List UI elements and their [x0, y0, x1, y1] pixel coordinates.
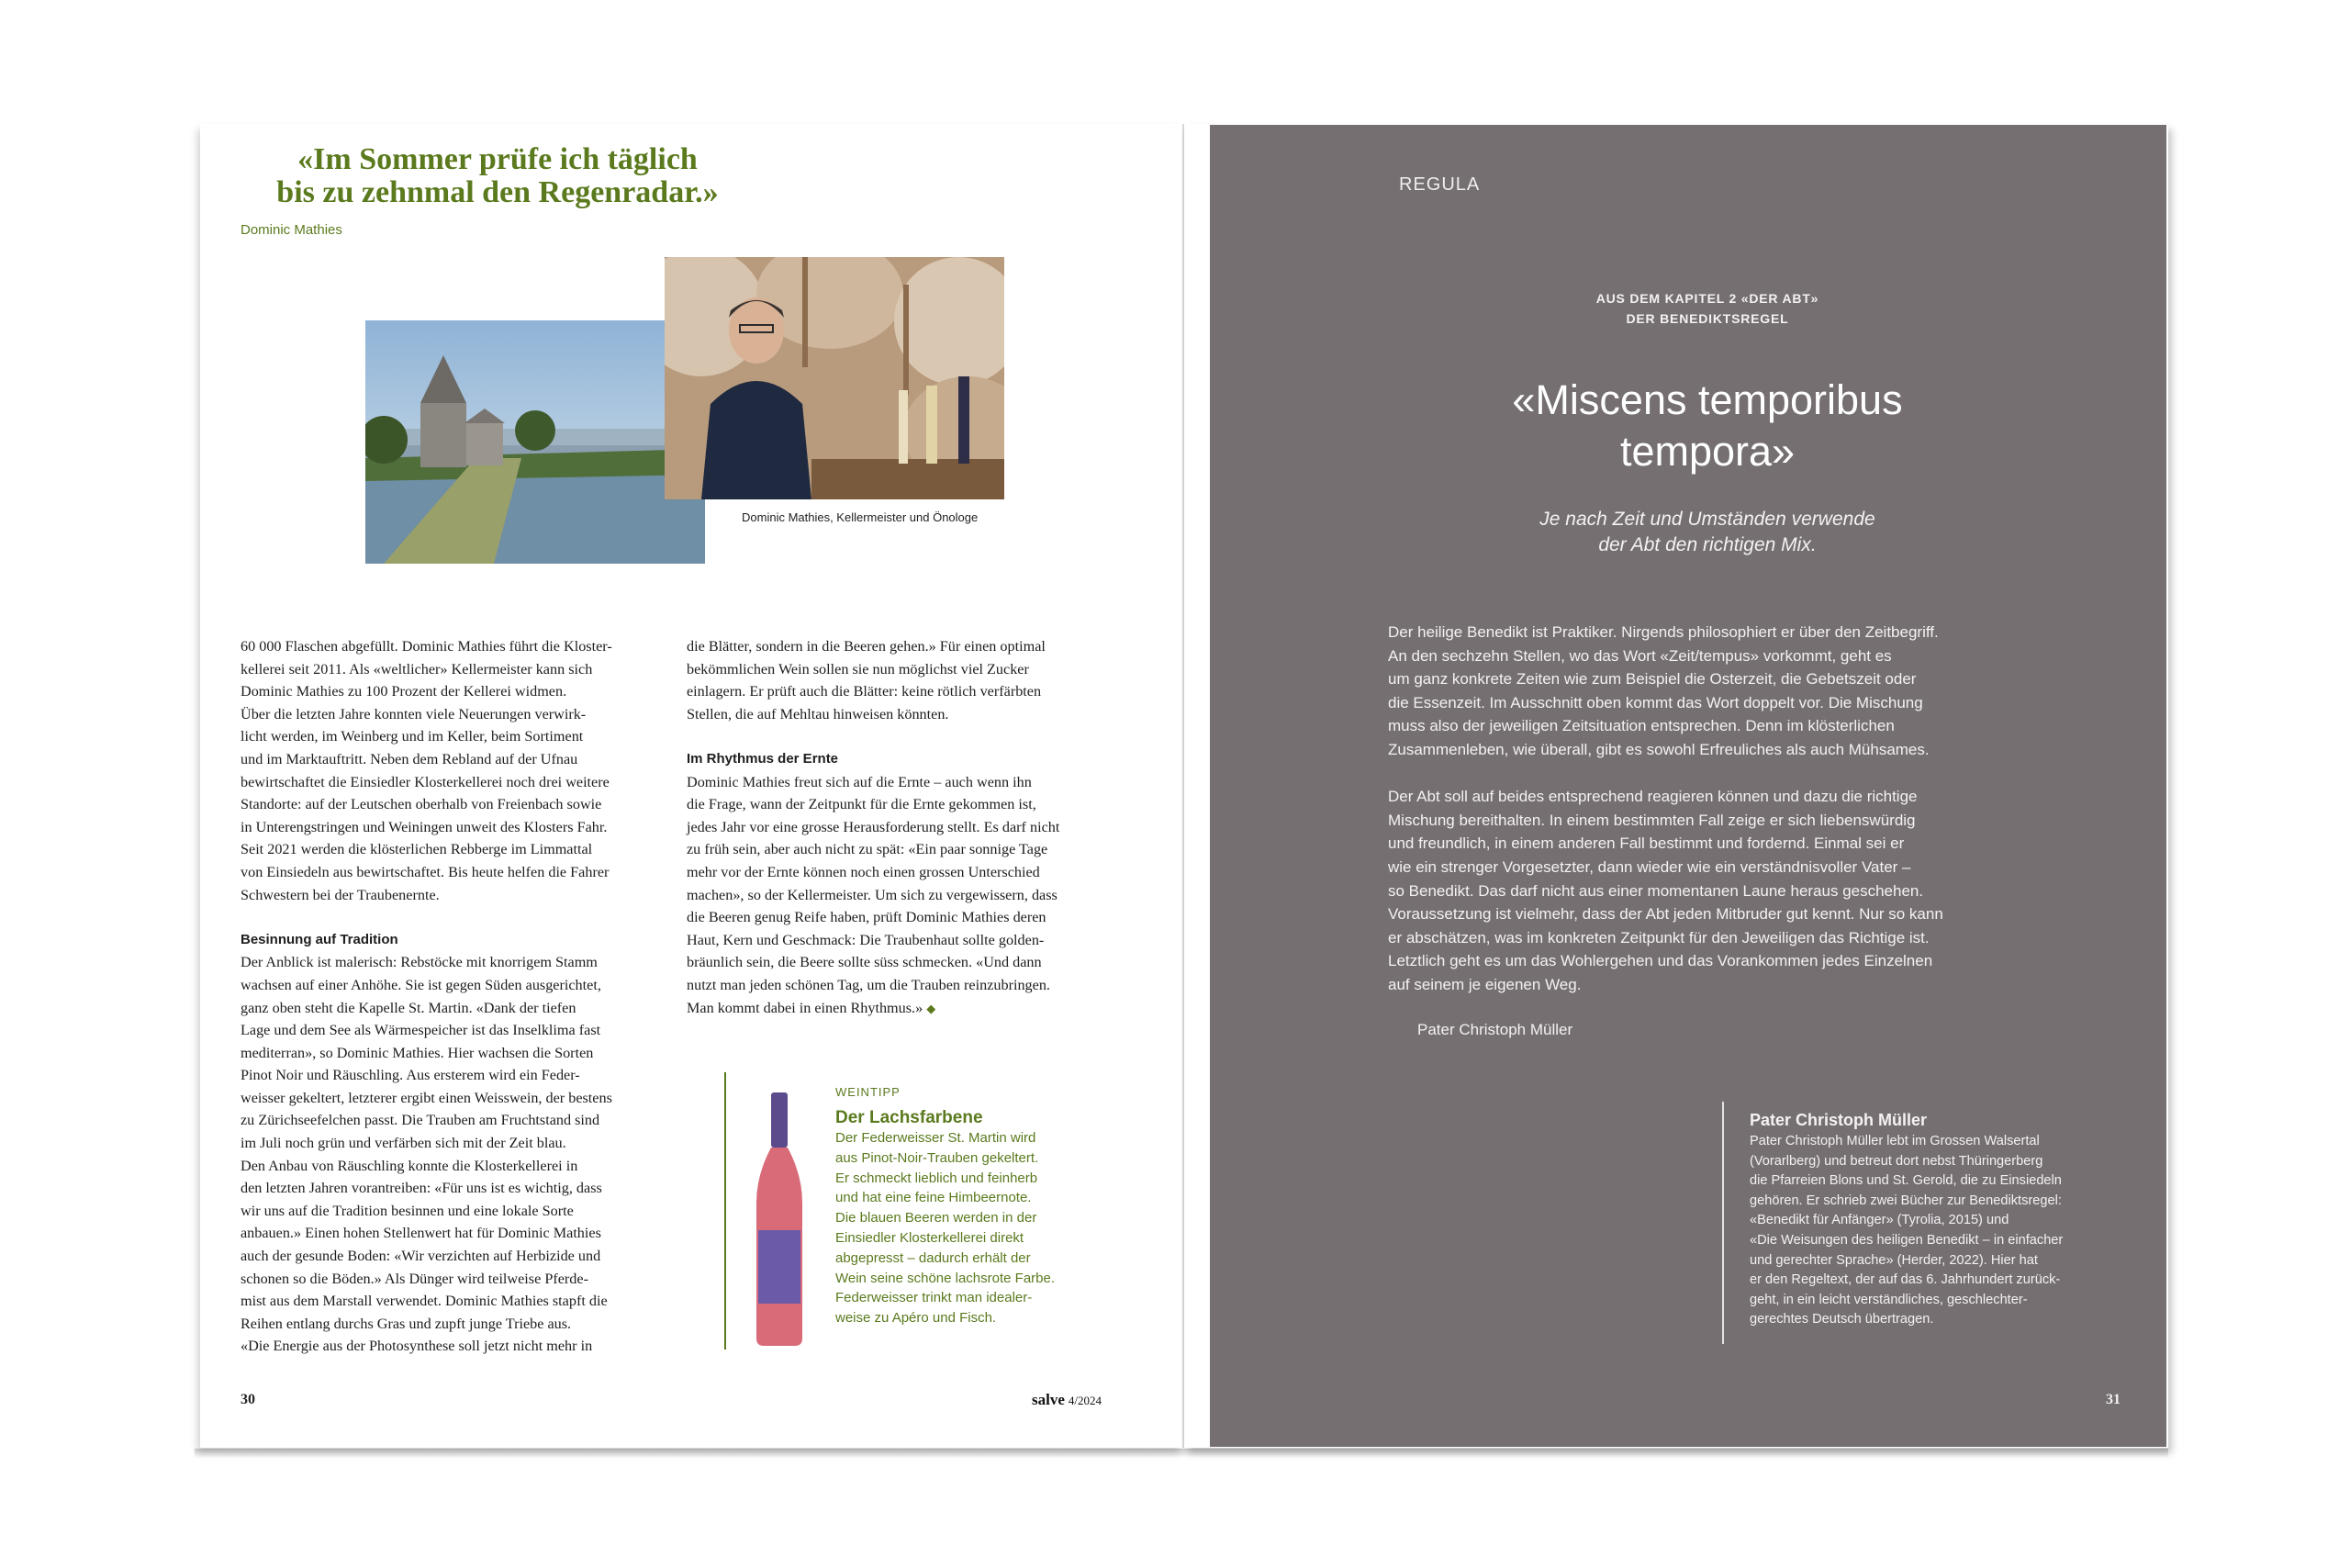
text-line: Zusammenleben, wie überall, gibt es sowohl Erfreuliches als auch Mühsames. [1388, 740, 1930, 758]
commentary-body [1388, 621, 1943, 997]
text-line: Haut, Kern und Geschmack: Die Traubenhaut sollte golden- [687, 931, 1045, 948]
chapter-kicker [1505, 288, 1909, 329]
text-line: so Benedikt. Das darf nicht aus einer momentanen Laune heraus geschehen. [1388, 881, 1924, 900]
text-line: Der Abt soll auf beides entsprechend reagieren können und dazu die richtige [1388, 788, 1918, 806]
bio-line: er den Regeltext, der auf das 6. Jahrhundert zurück- [1750, 1272, 2061, 1288]
article-column-2 [687, 635, 1059, 1020]
bio-line: die Pfarreien Blons und St. Gerold, die zu Einsiedeln [1750, 1173, 2062, 1189]
text-line: Seit 2021 werden die klösterlichen Rebberge im Limmattal [241, 841, 593, 858]
text-line: bräunlich sein, die Beere sollte süss schmecken. «Und dann [687, 954, 1042, 971]
bio-line: (Vorarlberg) und betreut dort nebst Thüringerberg [1750, 1153, 2043, 1169]
text-line: Den Anbau von Räuschling konnte die Klosterkellerei in [241, 1157, 578, 1174]
text-line: Stellen, die auf Mehltau hinweisen könnten. [687, 705, 949, 722]
kicker-line: DER BENEDIKTSREGEL [1626, 311, 1789, 326]
text-line: muss also der jeweiligen Zeitsituation entsprechen. Denn im klösterlichen [1388, 717, 1895, 735]
text-line: mediterran», so Dominic Mathies. Hier wachsen die Sorten [241, 1044, 594, 1061]
bio-line: «Benedikt für Anfänger» (Tyrolia, 2015) und [1750, 1213, 2009, 1228]
text-line: kellerei seit 2011. Als «weltlicher» Kellermeister kann sich [241, 660, 593, 678]
text-line: Letztlich geht es um das Wohlergehen und das Vorankommen jedes Einzelnen [1388, 952, 1933, 970]
text-line: Reihen entlang durchs Gras und zupft junge Triebe aus. [241, 1315, 572, 1332]
text-line: zu früh sein, aber auch nicht zu spät: «Ein paar sonnige Tage [687, 841, 1048, 858]
wine-tip [835, 1085, 1055, 1328]
end-diamond-icon: ◆ [926, 1001, 936, 1015]
pull-quote-line: «Im Sommer prüfe ich täglich [297, 142, 698, 176]
bio-line: gehören. Er schrieb zwei Bücher zur Benediktsregel: [1750, 1193, 2062, 1208]
wine-tip-line: aus Pinot-Noir-Trauben gekeltert. [835, 1149, 1039, 1166]
text-line: und im Marktauftritt. Neben dem Rebland auf der Ufnau [241, 750, 578, 767]
text-line: mist aus dem Marstall verwendet. Dominic Mathies stapft die [241, 1293, 608, 1310]
lead-line: Je nach Zeit und Umständen verwende [1539, 509, 1875, 530]
text-line: licht werden, im Weinberg und im Keller, beim Sortiment [241, 728, 584, 745]
wine-tip-line: und hat eine feine Himbeernote. [835, 1190, 1032, 1206]
text-line: Dominic Mathies freut sich auf die Ernte – auch wenn ihn [687, 773, 1032, 790]
title-line: «Miscens temporibus [1512, 376, 1903, 423]
wine-tip-line: Er schmeckt lieblich und feinherb [835, 1170, 1038, 1186]
text-line: 60 000 Flaschen abgefüllt. Dominic Mathies führt die Kloster- [241, 638, 612, 655]
subheading: Besinnung auf Tradition [241, 931, 398, 947]
lead-line: der Abt den richtigen Mix. [1598, 534, 1817, 555]
author-bio [1750, 1111, 2063, 1330]
text-line: nutzt man jeden schönen Tag, um die Trauben reinzubringen. [687, 976, 1050, 993]
text-line: schonen so die Böden.» Als Dünger wird teilweise Pferde- [241, 1270, 588, 1287]
text-line: Voraussetzung ist vielmehr, dass der Abt jeden Mitbruder gut kennt. Nur so kann [1388, 905, 1943, 924]
wine-tip-line: Federweisser trinkt man idealer- [835, 1290, 1033, 1306]
last-line-text: Man kommt dabei in einen Rhythmus.» [687, 999, 923, 1016]
title-line: tempora» [1619, 428, 1796, 475]
pull-quote-line: bis zu zehnmal den Regenradar.» [276, 175, 719, 209]
text-line: bewirtschaftet die Einsiedler Klosterkellerei noch drei weitere [241, 773, 610, 790]
bio-line: gerechtes Deutsch übertragen. [1750, 1312, 1934, 1327]
text-line: den letzten Jahren vorantreiben: «Für uns ist es wichtig, dass [241, 1180, 602, 1197]
wine-tip-kicker: WEINTIPP [835, 1085, 901, 1099]
text-line: einlagern. Er prüft auch die Blätter: keine rötlich verfärbten [687, 683, 1042, 700]
text-line: machen», so der Kellermeister. Um sich zu vergewissern, dass [687, 886, 1058, 903]
article-column-1 [241, 635, 612, 1358]
text-line: die Essenzeit. Im Ausschnitt oben kommt das Wort doppelt vor. Die Mischung [1388, 693, 1923, 711]
text-line: Lage und dem See als Wärmespeicher ist das Inselklima fast [241, 1022, 601, 1039]
wine-tip-line: Der Federweisser St. Martin wird [835, 1130, 1036, 1146]
text-line: «Die Energie aus der Photosynthese soll jetzt nicht mehr in [241, 1338, 593, 1355]
wine-tip-line: Wein seine schöne lachsrote Farbe. [835, 1270, 1056, 1286]
text-line: im Juli noch grün und verfärben sich mit der Zeit blau. [241, 1135, 566, 1152]
text-line: wie ein strenger Vorgesetzter, dann wieder wie ein verständnisvoller Vater – [1388, 857, 1911, 876]
winemaker-cellar-photo [665, 257, 1004, 499]
text-line: er abschätzen, was im konkreten Zeitpunkt für den Jeweiligen das Richtige ist. [1388, 928, 1930, 946]
text-line: weisser gekeltert, letzterer ergibt einen Weisswein, der bestens [241, 1089, 612, 1106]
bio-line: geht, in ein leicht verständliches, geschlechter- [1750, 1292, 2028, 1307]
text-line: wachsen auf einer Anhöhe. Sie ist gegen Süden ausgerichtet, [241, 976, 601, 993]
text-line: auch der gesunde Boden: «Wir verzichten auf Herbizide und [241, 1248, 601, 1265]
kicker-line: AUS DEM KAPITEL 2 «DER ABT» [1595, 291, 1819, 306]
chapel-vineyard-photo [365, 320, 705, 564]
bio-line: und gerechter Sprache» (Herder, 2022). Hier hat [1750, 1252, 2038, 1268]
text-line: An den sechzehn Stellen, wo das Wort «Zeit/tempus» vorkommt, geht es [1388, 646, 1892, 665]
text-line: Pinot Noir und Räuschling. Aus ersterem wird ein Feder- [241, 1067, 580, 1084]
pull-quote [222, 143, 773, 209]
wine-tip-line: Einsiedler Klosterkellerei direkt [835, 1229, 1024, 1246]
page-number-right: 31 [2106, 1392, 2121, 1407]
wine-tip-line: Die blauen Beeren werden in der [835, 1210, 1037, 1226]
bio-line: «Die Weisungen des heiligen Benedikt – in einfacher [1750, 1232, 2064, 1248]
text-line: die Frage, wann der Zeitpunkt für die Ernte gekommen ist, [687, 796, 1036, 813]
text-line: mehr vor der Ernte können noch einen grossen Unterschied [687, 863, 1040, 880]
wine-bottle-image [751, 1092, 808, 1346]
wine-tip-line: weise zu Apéro und Fisch. [835, 1310, 997, 1327]
text-line: zu Zürichseefelchen passt. Die Trauben am Fruchtstand sind [241, 1112, 600, 1129]
text-line: Der heilige Benedikt ist Praktiker. Nirgends philosophiert er über den Zeitbegriff. [1388, 623, 1939, 641]
subheading: Im Rhythmus der Ernte [687, 750, 839, 767]
text-line: die Beeren genug Reife haben, prüft Dominic Mathies deren [687, 909, 1046, 926]
bio-name: Pater Christoph Müller [1750, 1111, 1928, 1129]
text-line: bekömmlichen Wein sollen sie nun möglichst viel Zucker [687, 660, 1029, 678]
text-line: wir uns auf die Tradition besinnen und eine lokale Sorte [241, 1202, 574, 1219]
text-line: Dominic Mathies zu 100 Prozent der Kellerei widmen. [241, 683, 567, 700]
wine-tip-line: abgepresst – dadurch erhält der [835, 1249, 1031, 1266]
issue-number: 4/2024 [1068, 1394, 1102, 1407]
page-title [1432, 375, 1983, 477]
magazine-footer [1032, 1391, 1102, 1409]
magazine-name: salve [1032, 1391, 1065, 1408]
text-line: auf seinem je eigenen Weg. [1388, 975, 1582, 993]
section-label: REGULA [1399, 174, 1481, 195]
text-line [687, 997, 1059, 1021]
bio-rule [1722, 1102, 1724, 1344]
text-line: und freundlich, in einem anderen Fall bestimmt und fordernd. Einmal sei er [1388, 834, 1905, 853]
photo-caption: Dominic Mathies, Kellermeister und Önologe [742, 510, 979, 524]
text-line: Standorte: auf der Leutschen oberhalb von Freienbach sowie [241, 796, 602, 813]
wine-tip-title: Der Lachsfarbene [835, 1108, 983, 1127]
text-line: in Unterengstringen und Weiningen unweit des Klosters Fahr. [241, 818, 608, 835]
text-line: ganz oben steht die Kapelle St. Martin. «Dank der tiefen [241, 999, 576, 1016]
quote-author: Dominic Mathies [241, 222, 342, 238]
text-line: Schwestern bei der Traubenernte. [241, 886, 440, 903]
author-signature: Pater Christoph Müller [1417, 1021, 1573, 1038]
text-line: Der Anblick ist malerisch: Rebstöcke mit knorrigem Stamm [241, 954, 598, 971]
lead-text [1432, 507, 1983, 558]
wine-tip-rule [724, 1072, 726, 1350]
bio-line: Pater Christoph Müller lebt im Grossen Walsertal [1750, 1134, 2040, 1148]
text-line: jedes Jahr vor eine grosse Herausforderung stellt. Es darf nicht [687, 818, 1060, 835]
text-line: von Einsiedeln aus bewirtschaftet. Bis heute helfen die Fahrer [241, 863, 610, 880]
text-line: um ganz konkrete Zeiten wie zum Beispiel die Osterzeit, die Gebetszeit oder [1388, 670, 1917, 689]
page-shadow [195, 1449, 2168, 1458]
page-number-left: 30 [241, 1392, 255, 1407]
text-line: Über die letzten Jahre konnten viele Neuerungen verwirk- [241, 705, 587, 722]
text-line: die Blätter, sondern in die Beeren gehen.» Für einen optimal [687, 638, 1046, 655]
text-line: anbauen.» Einen hohen Stellenwert hat für Dominic Mathies [241, 1225, 601, 1242]
text-line: Mischung bereithalten. In einem bestimmten Fall zeige er sich liebenswürdig [1388, 811, 1916, 829]
